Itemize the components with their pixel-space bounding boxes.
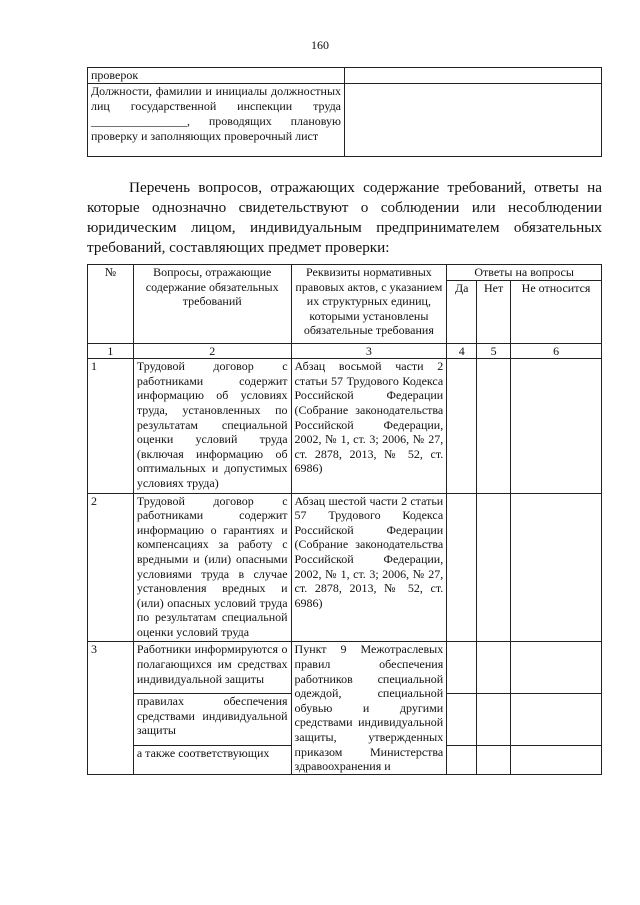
table-row: [88, 84, 602, 157]
row-number: 1: [88, 359, 134, 493]
col-number: 5: [477, 343, 511, 359]
row-number: 3: [88, 642, 134, 774]
intro-paragraph: Перечень вопросов, отражающих содержание требований, ответы на которые однозначно свидетельствуют о соблюдении или несоблюдении юридическим лицом, индивидуальным предпринимателем обязательных требований, составляющих предмет проверки:: [87, 179, 602, 256]
header-requisites: Реквизиты нормативных правовых актов, с указанием их структурных единиц, которыми установлены обязательные требования: [291, 265, 447, 344]
answer-yes-cell[interactable]: [447, 359, 477, 493]
answer-na-cell[interactable]: [511, 642, 602, 694]
answer-yes-cell[interactable]: [447, 493, 477, 642]
question-cell: Трудовой договор с работниками содержит информацию о гарантиях и компенсациях за работу с вредными и (или) опасными условиями труда в случае установления вредных и (или) опасных условий труда по результатам специальной оценки условий труда: [133, 493, 291, 642]
header-questions: Вопросы, отражающие содержание обязательных требований: [133, 265, 291, 344]
header-answers: Ответы на вопросы: [447, 265, 602, 281]
requisite-cell: Пункт 9 Межотраслевых правил обеспечения работников специальной одеждой, специальной обувью и другими средствами индивидуальной защиты, утвержденных приказом Министерства здравоохранения и: [291, 642, 447, 774]
table-row: [88, 493, 602, 642]
header-cell-value: [345, 68, 602, 84]
checklist-table: [87, 264, 602, 775]
table-row: [88, 359, 602, 493]
answer-no-cell[interactable]: [477, 642, 511, 694]
table-row: [88, 68, 602, 84]
col-number: 4: [447, 343, 477, 359]
header-row: [88, 265, 602, 281]
question-cell: Трудовой договор с работниками содержит информацию об условиях труда, установленных по результатам специальной оценки условий труда (включая информацию об оптимальных и допустимых условиях труда): [133, 359, 291, 493]
page-number: 160: [311, 38, 329, 52]
requisite-cell: Абзац восьмой части 2 статьи 57 Трудового Кодекса Российской Федерации (Собрание законодательства Российской Федерации, 2002, № 1, ст. 3; 2006, № 27, ст. 2878, 2013, № 52, ст. 6986): [291, 359, 447, 493]
col-number: 6: [511, 343, 602, 359]
answer-na-cell[interactable]: [511, 359, 602, 493]
header-na: Не относится: [511, 280, 602, 343]
row-number: 2: [88, 493, 134, 642]
col-number: 3: [291, 343, 447, 359]
question-cell: а также соответствующих: [133, 745, 291, 774]
answer-no-cell[interactable]: [477, 745, 511, 774]
question-cell: правилах обеспечения средствами индивидуальной защиты: [133, 694, 291, 746]
column-number-row: [88, 343, 602, 359]
header-no: Нет: [477, 280, 511, 343]
answer-na-cell[interactable]: [511, 493, 602, 642]
answer-na-cell[interactable]: [511, 745, 602, 774]
answer-yes-cell[interactable]: [447, 694, 477, 746]
answer-no-cell[interactable]: [477, 694, 511, 746]
requisite-cell: Абзац шестой части 2 статьи 57 Трудового Кодекса Российской Федерации (Собрание законодательства Российской Федерации, 2002, № 1, ст. 3; 2006, № 27, ст. 2878, 2013, № 52, ст. 6986): [291, 493, 447, 642]
header-cell-value: [345, 84, 602, 157]
answer-na-cell[interactable]: [511, 694, 602, 746]
question-cell: Работники информируются о полагающихся им средствах индивидуальной защиты: [133, 642, 291, 694]
col-number: 1: [88, 343, 134, 359]
header-cell-label: проверок: [88, 68, 345, 84]
col-number: 2: [133, 343, 291, 359]
answer-no-cell[interactable]: [477, 493, 511, 642]
header-table: [87, 67, 602, 157]
answer-yes-cell[interactable]: [447, 642, 477, 694]
header-num: №: [88, 265, 134, 344]
table-row: [88, 642, 602, 694]
header-yes: Да: [447, 280, 477, 343]
answer-yes-cell[interactable]: [447, 745, 477, 774]
header-cell-label: Должности, фамилии и инициалы должностных лиц государственной инспекции труда ________________, проводящих плановую проверку и заполняющих проверочный лист: [88, 84, 345, 157]
answer-no-cell[interactable]: [477, 359, 511, 493]
